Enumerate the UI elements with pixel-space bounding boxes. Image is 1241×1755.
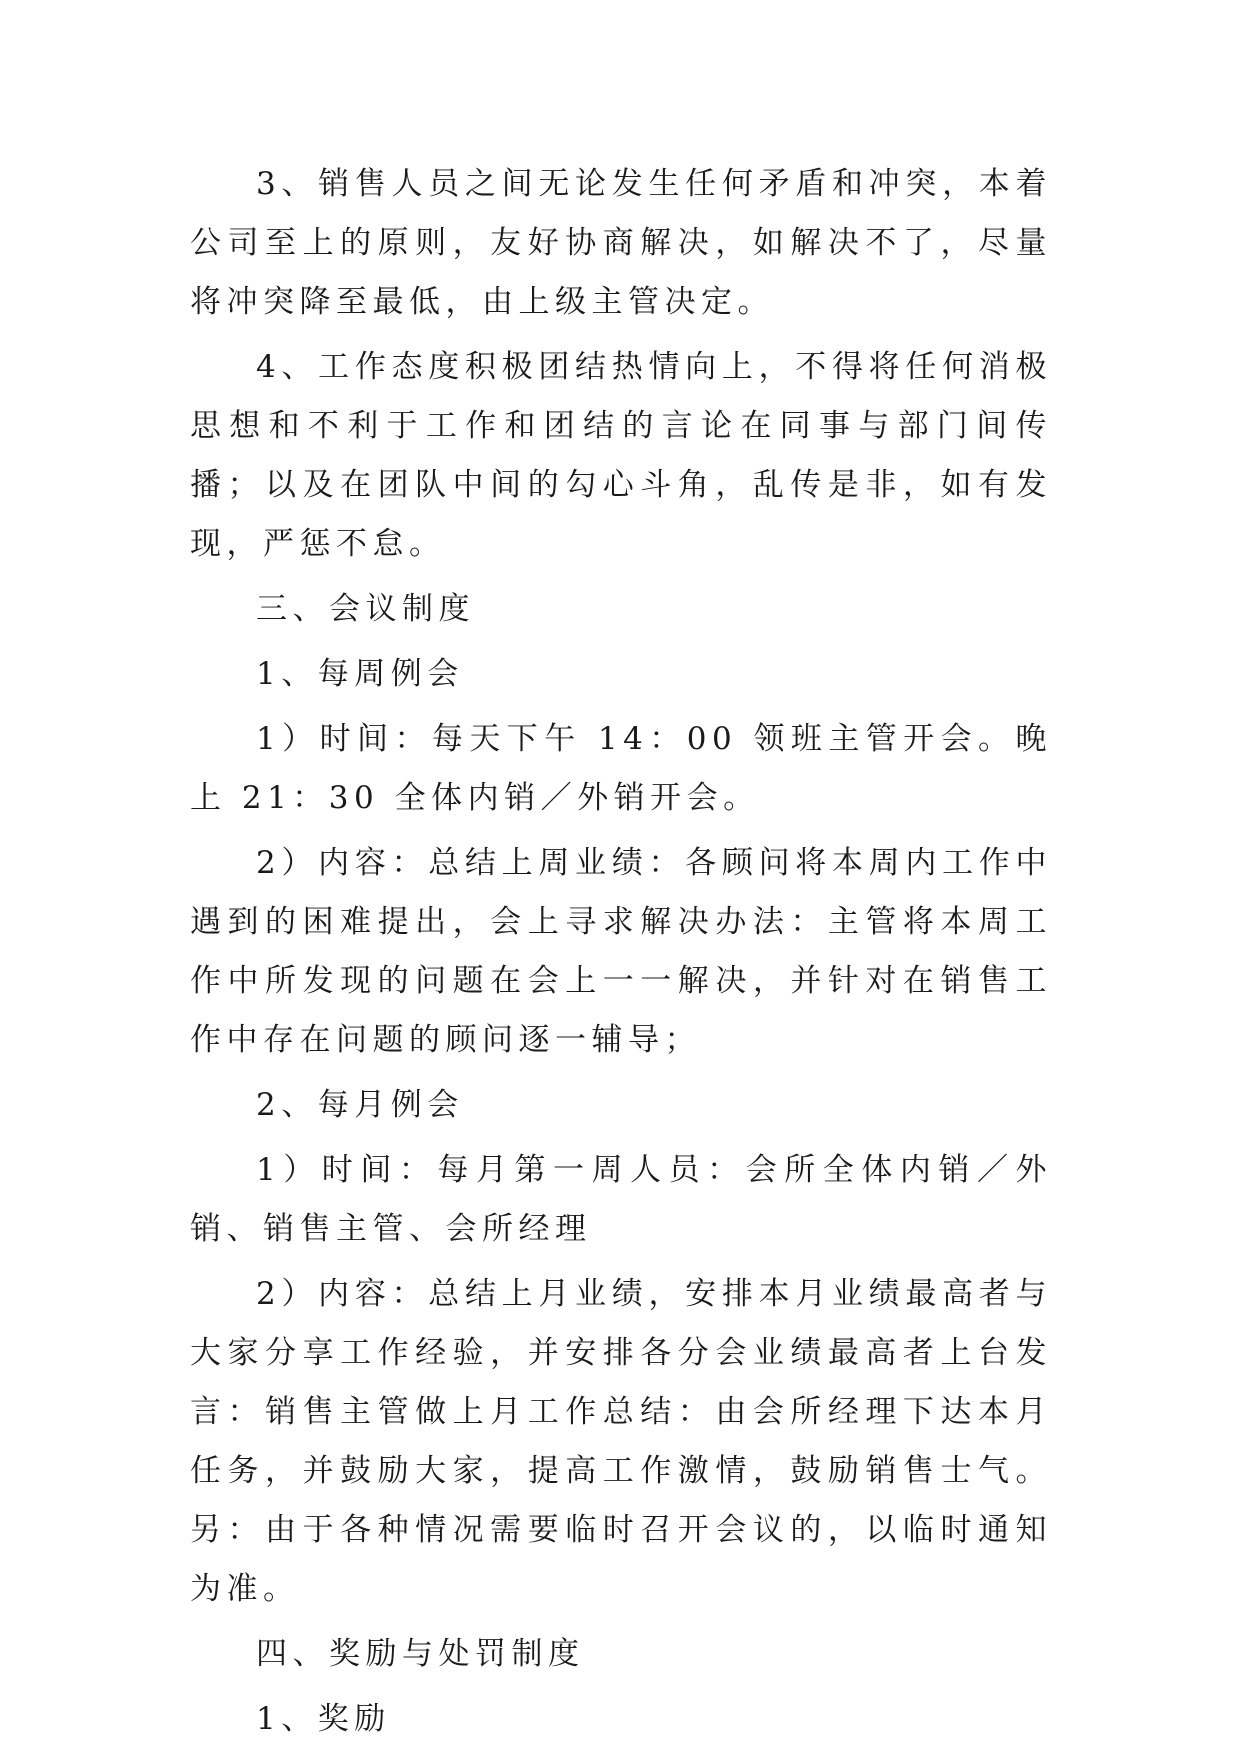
section-heading-rewards-penalties: 四、奖励与处罚制度 — [256, 1636, 585, 1672]
paragraph-monthly-meeting-time: 1）时间：每月第一周人员：会所全体内销／外销、销售主管、会所经理 — [190, 1152, 1052, 1247]
paragraph-weekly-meeting-content: 2）内容：总结上周业绩：各顾问将本周内工作中遇到的困难提出，会上寻求解决办法：主管将本周工作中所发现的问题在会上一一解决，并针对在销售工作中存在问题的顾问逐一辅导； — [190, 845, 1052, 1058]
document-page — [190, 155, 1052, 1755]
paragraph-sales-conflict-rule: 3、销售人员之间无论发生任何矛盾和冲突，本着公司至上的原则，友好协商解决，如解决不了，尽量将冲突降至最低，由上级主管决定。 — [190, 166, 1052, 320]
paragraph-weekly-meeting-time: 1）时间：每天下午 14：00 领班主管开会。晚上 21：30 全体内销／外销开会。 — [190, 721, 1052, 816]
section-heading-meeting-system: 三、会议制度 — [256, 591, 475, 627]
subheading-monthly-meeting: 2、每月例会 — [256, 1087, 464, 1123]
paragraph-monthly-meeting-content: 2）内容：总结上月业绩，安排本月业绩最高者与大家分享工作经验，并安排各分会业绩最高者上台发言：销售主管做上月工作总结：由会所经理下达本月任务，并鼓励大家，提高工作激情，鼓励销售士气。另：由于各种情况需要临时召开会议的，以临时通知为准。 — [190, 1276, 1052, 1607]
subheading-rewards: 1、奖励 — [256, 1701, 391, 1737]
paragraph-work-attitude-rule: 4、工作态度积极团结热情向上，不得将任何消极思想和不利于工作和团结的言论在同事与部门间传播；以及在团队中间的勾心斗角，乱传是非，如有发现，严惩不怠。 — [190, 349, 1052, 562]
subheading-weekly-meeting: 1、每周例会 — [256, 656, 464, 692]
